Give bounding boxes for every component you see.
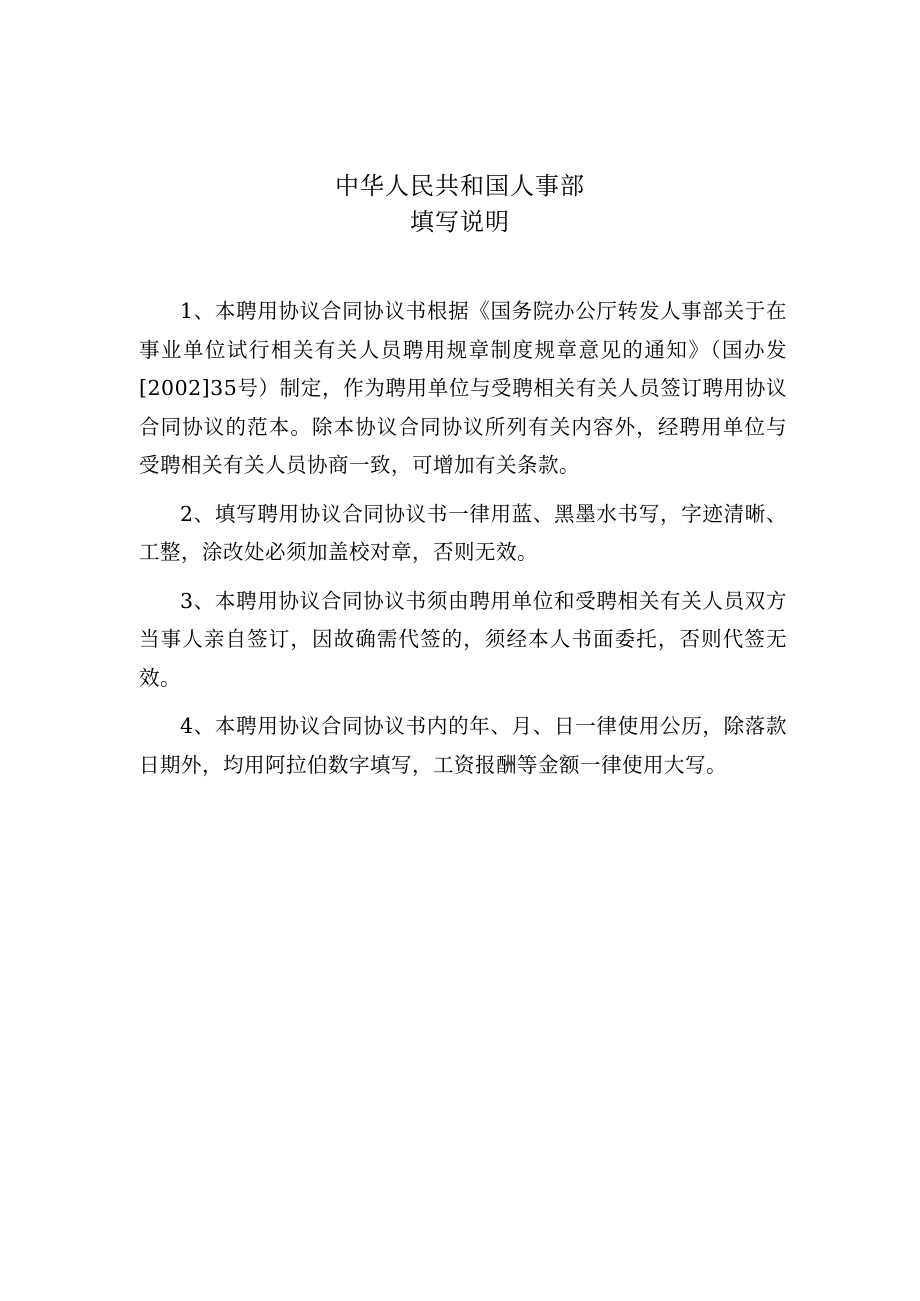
title-line-instructions: 填写说明 <box>410 208 510 236</box>
paragraph-2: 2、填写聘用协议合同协议书一律用蓝、黑墨水书写，字迹清晰、工整，涂改处必须加盖校对章，否则无效。 <box>139 501 787 564</box>
document-body <box>139 292 787 794</box>
title-line-ministry: 中华人民共和国人事部 <box>335 172 585 200</box>
paragraph-1: 1、本聘用协议合同协议书根据《国务院办公厅转发人事部关于在事业单位试行相关有关人员聘用规章制度规章意见的通知》（国办发[2002]35号）制定，作为聘用单位与受聘相关有关人员签订聘用协议合同协议的范本。除本协议合同协议所列有关内容外，经聘用单位与受聘相关有关人员协商一致，可增加有关条款。 <box>139 299 787 477</box>
paragraph-3: 3、本聘用协议合同协议书须由聘用单位和受聘相关有关人员双方当事人亲自签订，因故确需代签的，须经本人书面委托，否则代签无效。 <box>139 588 787 690</box>
paragraph-4: 4、本聘用协议合同协议书内的年、月、日一律使用公历，除落款日期外，均用阿拉伯数字填写，工资报酬等金额一律使用大写。 <box>139 714 787 777</box>
document-title <box>0 168 920 240</box>
